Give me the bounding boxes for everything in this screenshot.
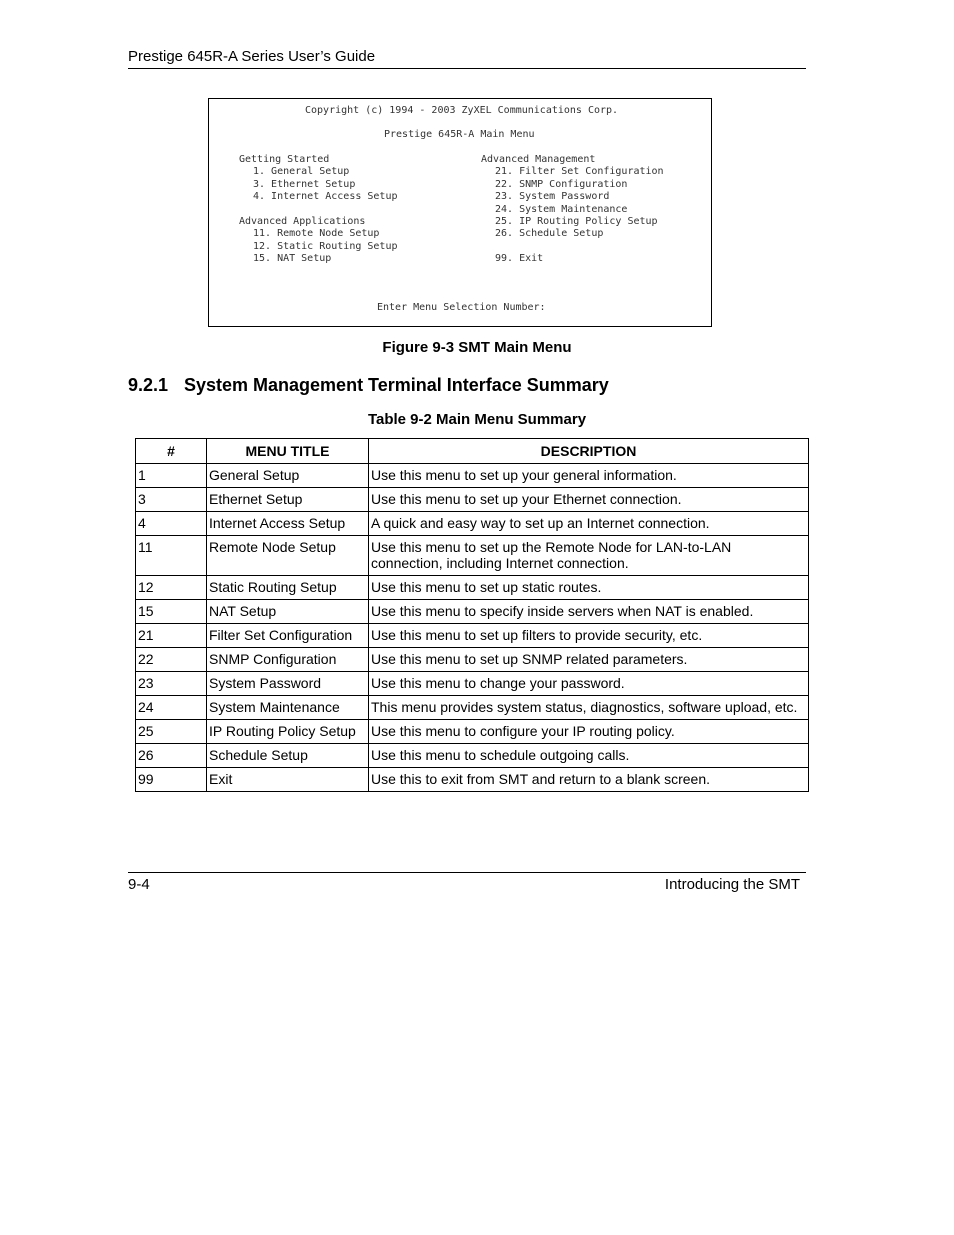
menu-group-heading: Getting Started bbox=[239, 154, 330, 165]
figure-caption: Figure 9-3 SMT Main Menu bbox=[382, 339, 572, 356]
cell-number: 24 bbox=[136, 696, 207, 720]
cell-menu-title: Ethernet Setup bbox=[207, 488, 369, 512]
section-number: 9.2.1 bbox=[128, 375, 169, 395]
cell-description: Use this menu to set up filters to provide security, etc. bbox=[369, 624, 809, 648]
cell-number: 22 bbox=[136, 648, 207, 672]
cell-description: A quick and easy way to set up an Internet connection. bbox=[369, 512, 809, 536]
cell-number: 1 bbox=[136, 464, 207, 488]
table-row bbox=[136, 624, 809, 648]
page-footer bbox=[128, 872, 806, 893]
column-header-description: DESCRIPTION bbox=[369, 439, 809, 464]
table-row bbox=[136, 488, 809, 512]
menu-option: 1. General Setup bbox=[253, 166, 350, 178]
footer-chapter: Introducing the SMT bbox=[664, 876, 800, 893]
cell-menu-title: Schedule Setup bbox=[207, 744, 369, 768]
section-heading bbox=[128, 375, 609, 396]
cell-description: Use this menu to set up static routes. bbox=[369, 576, 809, 600]
table-row bbox=[136, 464, 809, 488]
cell-description: Use this menu to set up your general information. bbox=[369, 464, 809, 488]
table-row bbox=[136, 744, 809, 768]
cell-menu-title: SNMP Configuration bbox=[207, 648, 369, 672]
cell-description: This menu provides system status, diagnostics, software upload, etc. bbox=[369, 696, 809, 720]
terminal-prompt: Enter Menu Selection Number: bbox=[377, 302, 546, 313]
cell-description: Use this menu to configure your IP routing policy. bbox=[369, 720, 809, 744]
cell-menu-title: System Password bbox=[207, 672, 369, 696]
table-row bbox=[136, 768, 809, 792]
main-menu-summary-table bbox=[135, 438, 809, 792]
cell-number: 23 bbox=[136, 672, 207, 696]
footer-page-number: 9-4 bbox=[128, 876, 150, 893]
table-row bbox=[136, 600, 809, 624]
section-title: System Management Terminal Interface Summary bbox=[184, 375, 609, 395]
menu-group-heading: Advanced Applications bbox=[239, 216, 366, 227]
cell-number: 99 bbox=[136, 768, 207, 792]
cell-menu-title: System Maintenance bbox=[207, 696, 369, 720]
menu-option: 26. Schedule Setup bbox=[495, 228, 604, 240]
header-title: Prestige 645R-A Series User’s Guide bbox=[128, 48, 376, 65]
menu-option: 12. Static Routing Setup bbox=[253, 240, 398, 252]
cell-number: 12 bbox=[136, 576, 207, 600]
table-row bbox=[136, 648, 809, 672]
cell-number: 21 bbox=[136, 624, 207, 648]
table-row bbox=[136, 672, 809, 696]
cell-number: 25 bbox=[136, 720, 207, 744]
cell-menu-title: Exit bbox=[207, 768, 369, 792]
column-header-number: # bbox=[136, 439, 207, 464]
cell-menu-title: General Setup bbox=[207, 464, 369, 488]
menu-option: 15. NAT Setup bbox=[253, 253, 332, 265]
terminal-menu-title: Prestige 645R-A Main Menu bbox=[384, 129, 535, 140]
table-header-row bbox=[136, 439, 809, 464]
table-caption: Table 9-2 Main Menu Summary bbox=[367, 411, 587, 428]
table-row bbox=[136, 696, 809, 720]
menu-option: 4. Internet Access Setup bbox=[253, 191, 398, 203]
menu-option-exit: 99. Exit bbox=[495, 253, 544, 265]
cell-description: Use this menu to set up your Ethernet connection. bbox=[369, 488, 809, 512]
cell-menu-title: Static Routing Setup bbox=[207, 576, 369, 600]
smt-main-menu-screen bbox=[208, 98, 712, 327]
page-header bbox=[128, 46, 806, 69]
table-row bbox=[136, 720, 809, 744]
menu-option: 24. System Maintenance bbox=[495, 203, 628, 215]
table-row bbox=[136, 536, 809, 576]
cell-menu-title: Filter Set Configuration bbox=[207, 624, 369, 648]
cell-number: 26 bbox=[136, 744, 207, 768]
menu-option: 11. Remote Node Setup bbox=[253, 228, 380, 240]
cell-description: Use this menu to specify inside servers when NAT is enabled. bbox=[369, 600, 809, 624]
table-row bbox=[136, 576, 809, 600]
cell-description: Use this menu to change your password. bbox=[369, 672, 809, 696]
cell-number: 15 bbox=[136, 600, 207, 624]
cell-number: 3 bbox=[136, 488, 207, 512]
terminal-copyright: Copyright (c) 1994 - 2003 ZyXEL Communications Corp. bbox=[305, 105, 619, 116]
cell-description: Use this menu to schedule outgoing calls. bbox=[369, 744, 809, 768]
menu-group-heading: Advanced Management bbox=[481, 154, 596, 165]
menu-option: 22. SNMP Configuration bbox=[495, 178, 628, 190]
menu-option: 25. IP Routing Policy Setup bbox=[495, 216, 658, 227]
cell-menu-title: Internet Access Setup bbox=[207, 512, 369, 536]
cell-menu-title: IP Routing Policy Setup bbox=[207, 720, 369, 744]
menu-option: 23. System Password bbox=[495, 191, 610, 203]
menu-option: 3. Ethernet Setup bbox=[253, 178, 356, 190]
cell-description: Use this menu to set up SNMP related parameters. bbox=[369, 648, 809, 672]
cell-number: 11 bbox=[136, 536, 207, 576]
cell-description: Use this to exit from SMT and return to a blank screen. bbox=[369, 768, 809, 792]
table-row bbox=[136, 512, 809, 536]
column-header-menu-title: MENU TITLE bbox=[207, 439, 369, 464]
menu-option: 21. Filter Set Configuration bbox=[495, 166, 664, 178]
cell-menu-title: Remote Node Setup bbox=[207, 536, 369, 576]
cell-number: 4 bbox=[136, 512, 207, 536]
cell-description: Use this menu to set up the Remote Node for LAN-to-LAN connection, including Internet connection. bbox=[369, 536, 809, 576]
cell-menu-title: NAT Setup bbox=[207, 600, 369, 624]
